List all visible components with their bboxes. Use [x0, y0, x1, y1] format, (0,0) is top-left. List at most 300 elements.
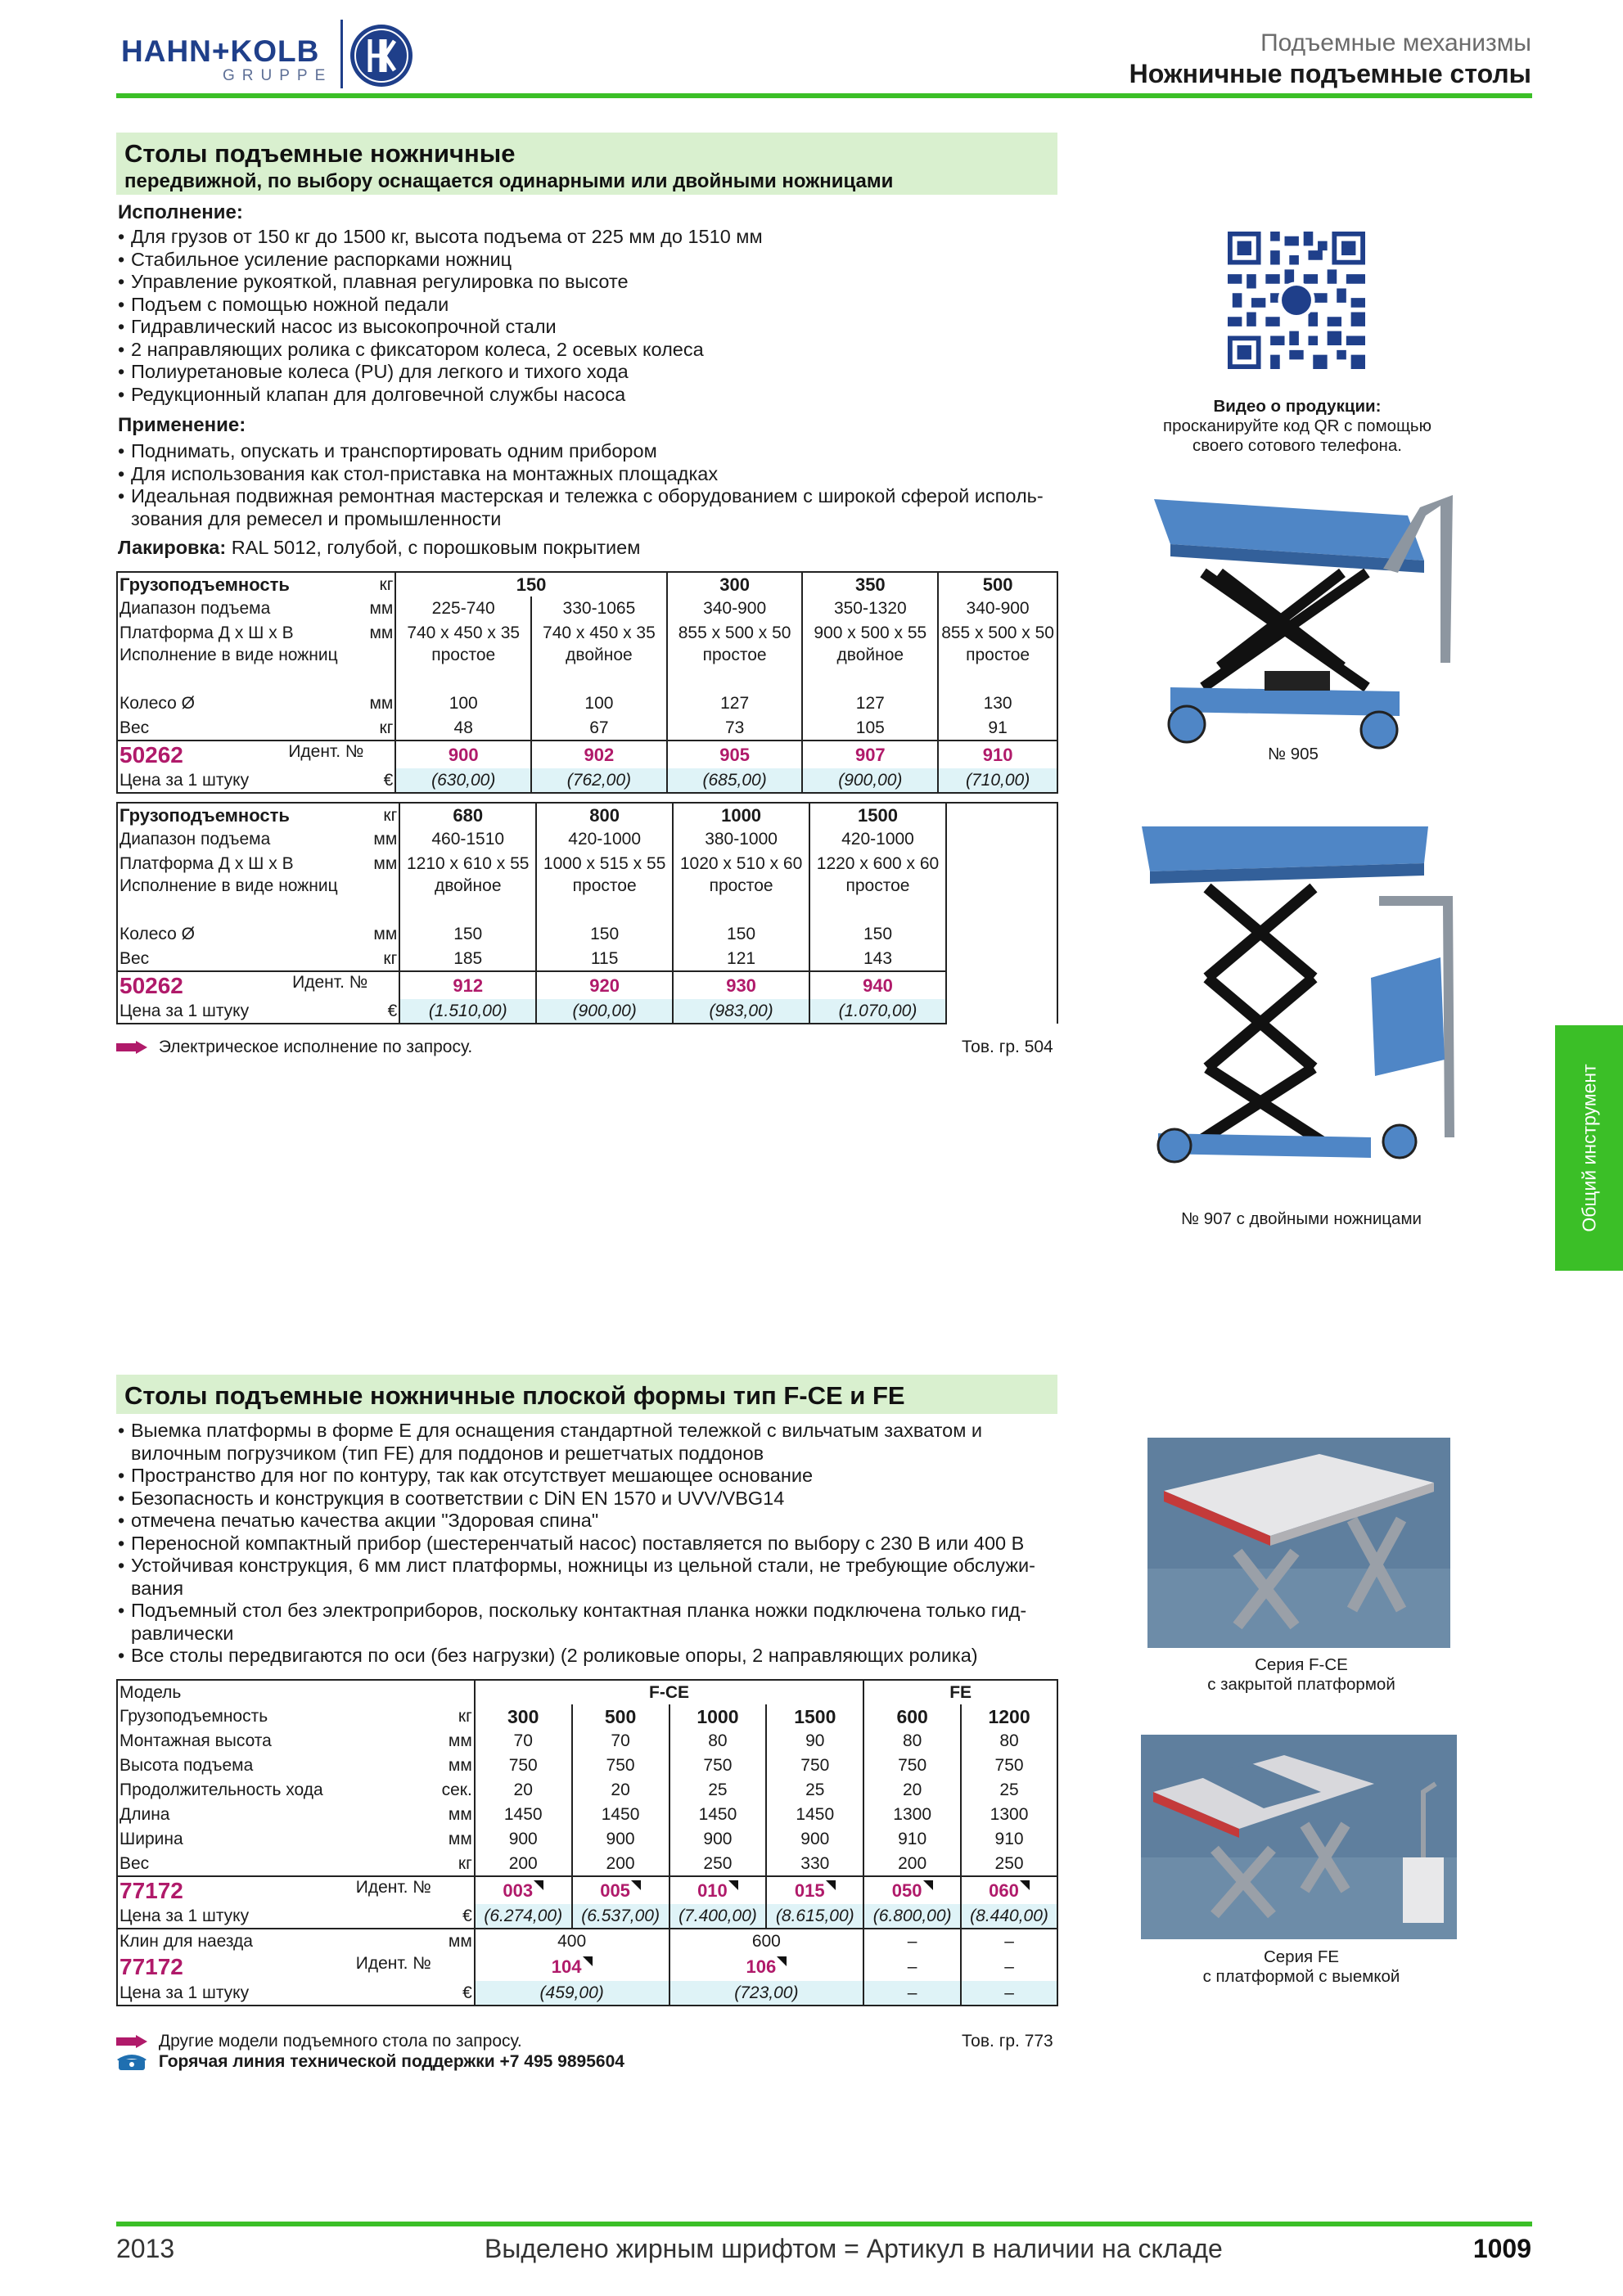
- unit-cell: мм: [370, 827, 399, 852]
- unit-cell: [366, 741, 395, 768]
- empty-cell: [946, 803, 1057, 1024]
- list-item: • Редукционный клапан для долговечной службы насоса: [118, 384, 1059, 407]
- table-cell: 121: [673, 947, 809, 971]
- unit-cell: [434, 1876, 475, 1904]
- article-number-text: 77172: [119, 1877, 183, 1903]
- article-number-text: 77172: [119, 1954, 183, 1979]
- price-cell: (900,00): [802, 768, 938, 793]
- table-cell: простое: [938, 646, 1057, 691]
- table-cell: 143: [809, 947, 946, 971]
- unit-cell: мм: [434, 1827, 475, 1852]
- table-row: [117, 768, 1057, 793]
- table-row: [117, 922, 1057, 947]
- arrow-right-icon: [116, 2035, 147, 2048]
- row-label: Высота подъема: [117, 1754, 434, 1778]
- logo-divider: [340, 20, 343, 88]
- id-text: 015: [795, 1880, 836, 1901]
- table-cell: 1000 x 515 x 55: [536, 852, 673, 876]
- spec-table-2: [116, 802, 1058, 1024]
- table-cell: 330-1065: [531, 597, 667, 621]
- caption-fce-1: Серия F-CE: [1255, 1655, 1348, 1674]
- id-text: 010: [697, 1880, 738, 1901]
- caption-907: № 907 с двойными ножницами: [1181, 1209, 1422, 1228]
- qr-text-1: просканируйте код QR с помощью: [1163, 416, 1431, 435]
- apply-list: [118, 440, 1059, 530]
- table-cell: 1210 x 610 x 55: [399, 852, 536, 876]
- table-cell: 900: [669, 1827, 767, 1852]
- table-cell: 910: [863, 1827, 961, 1852]
- table-row: [117, 716, 1057, 741]
- table-row: [117, 827, 1057, 852]
- table-row: [117, 1803, 1057, 1827]
- id-cell[interactable]: 900: [395, 741, 531, 768]
- currency-cell: €: [434, 1981, 475, 2006]
- caption-905: № 905: [1268, 745, 1319, 763]
- table-cell: 855 x 500 x 50: [938, 621, 1057, 646]
- caption-fce: [1129, 1655, 1473, 1695]
- table-row: [117, 971, 1057, 999]
- unit-cell: мм: [366, 691, 395, 716]
- row-label: Диапазон подъема: [117, 597, 366, 621]
- hotline-note: [116, 2052, 624, 2072]
- table-row: [117, 876, 1057, 922]
- unit-cell: кг: [366, 716, 395, 741]
- table-row: [117, 1876, 1057, 1904]
- table-cell: двойное: [399, 876, 536, 922]
- capacity-cell: 680: [399, 803, 536, 827]
- table-cell: 350-1320: [802, 597, 938, 621]
- table-cell: 127: [802, 691, 938, 716]
- side-category-tab[interactable]: [1555, 1025, 1623, 1271]
- id-cell[interactable]: 940: [809, 971, 946, 999]
- page-number: 1009: [1472, 2234, 1531, 2263]
- table-cell: 200: [572, 1852, 669, 1876]
- section2-title: Столы подъемные ножничные плоской формы тип F-CE и FE: [124, 1381, 905, 1410]
- capacity-cell: 300: [667, 572, 803, 597]
- table-cell: 1450: [475, 1803, 572, 1827]
- article-number: [117, 1953, 434, 1981]
- capacity-cell: 500: [938, 572, 1057, 597]
- id-cell[interactable]: 912: [399, 971, 536, 999]
- unit-cell: мм: [366, 621, 395, 646]
- table-cell: 1220 x 600 x 60: [809, 852, 946, 876]
- price-cell: (685,00): [667, 768, 803, 793]
- list-item: • Подъем с помощью ножной педали: [118, 294, 1059, 317]
- list-item: • Переносной компактный прибор (шестеренчатый насос) поставляется по выбору с 230 В или 400 В: [118, 1533, 1059, 1555]
- list-item: • Для грузов от 150 кг до 1500 кг, высота подъема от 225 мм до 1510 мм: [118, 226, 1059, 249]
- table-row: [117, 1778, 1057, 1803]
- capacity-cell: 150: [395, 572, 666, 597]
- table-cell: 340-900: [667, 597, 803, 621]
- table-cell: простое: [536, 876, 673, 922]
- header-rule: [116, 93, 1532, 98]
- section1-subtitle: передвижной, по выбору оснащается одинарными или двойными ножницами: [124, 170, 894, 192]
- table-cell: простое: [809, 876, 946, 922]
- table-cell: 200: [475, 1852, 572, 1876]
- list-item: • Безопасность и конструкция в соответствии с DiN EN 1570 и UVV/VBG14: [118, 1488, 1059, 1510]
- table-cell: 105: [802, 716, 938, 741]
- id-cell[interactable]: [766, 1876, 863, 1904]
- list-item: • Полиуретановые колеса (PU) для легкого и тихого хода: [118, 361, 1059, 384]
- id-label: Идент. №: [288, 741, 364, 761]
- row-label: Монтажная высота: [117, 1729, 434, 1754]
- capacity-label: Грузоподъемность: [117, 1704, 434, 1729]
- price-cell: (1.070,00): [809, 999, 946, 1024]
- table-cell: 900: [572, 1827, 669, 1852]
- table-cell: 1450: [669, 1803, 767, 1827]
- price-cell: (983,00): [673, 999, 809, 1024]
- caption-fe-2: с платформой с выемкой: [1202, 1967, 1400, 1986]
- table-cell: 750: [572, 1754, 669, 1778]
- row-label: Вес: [117, 1852, 434, 1876]
- phone-icon: [116, 2053, 147, 2071]
- other-models-text: Другие модели подъемного стола по запросу.: [158, 2032, 522, 2051]
- id-cell[interactable]: 920: [536, 971, 673, 999]
- table-cell: 380-1000: [673, 827, 809, 852]
- list-item: • отмечена печатью качества акции "Здоровая спина": [118, 1510, 1059, 1533]
- table-row: [117, 646, 1057, 691]
- id-cell[interactable]: [669, 1953, 864, 1981]
- footer-year: 2013: [116, 2234, 175, 2263]
- unit-cell: кг: [434, 1704, 475, 1729]
- unit-cell: кг: [370, 803, 399, 827]
- id-cell[interactable]: 905: [667, 741, 803, 768]
- table-row: [117, 1981, 1057, 2006]
- capacity-cell: 1500: [809, 803, 946, 827]
- table-cell: 1020 x 510 x 60: [673, 852, 809, 876]
- price-cell: –: [863, 1981, 961, 2006]
- qr-text-2: своего сотового телефона.: [1192, 436, 1402, 455]
- table-cell: 750: [669, 1754, 767, 1778]
- id-label: Идент. №: [292, 972, 368, 992]
- table-row: [117, 1929, 1057, 1953]
- list-item: • 2 направляющих ролика с фиксатором колеса, 2 осевых колеса: [118, 339, 1059, 362]
- id-text: 050: [892, 1880, 933, 1901]
- table-row: [117, 1729, 1057, 1754]
- unit-cell: [370, 876, 399, 922]
- table-cell: 900 x 500 x 55: [802, 621, 938, 646]
- table-row: [117, 1953, 1057, 1981]
- currency-cell: €: [434, 1904, 475, 1929]
- id-cell[interactable]: [475, 1953, 669, 1981]
- capacity-cell: 1200: [961, 1704, 1057, 1729]
- table-cell: 900: [475, 1827, 572, 1852]
- exec-list: [118, 226, 1059, 406]
- price-cell: (459,00): [475, 1981, 669, 2006]
- table-row: [117, 852, 1057, 876]
- list-item: • Все столы передвигаются по оси (без нагрузки) (2 роликовые опоры, 2 направляющих ролика): [118, 1645, 1059, 1668]
- id-cell[interactable]: [572, 1876, 669, 1904]
- capacity-cell: 800: [536, 803, 673, 827]
- brand-logo: [121, 18, 416, 88]
- model-label: Модель: [117, 1680, 434, 1704]
- table-row: [117, 1680, 1057, 1704]
- table-cell: 91: [938, 716, 1057, 741]
- table-cell: 80: [669, 1729, 767, 1754]
- list-item: • Идеальная подвижная ремонтная мастерская и тележка с оборудованием с широкой сферой исполь-зования для ремесел и промышленности: [118, 485, 1059, 530]
- article-number-text: 50262: [119, 972, 183, 998]
- table-cell: двойное: [531, 646, 667, 691]
- table-cell: 340-900: [938, 597, 1057, 621]
- header-category: Подъемные механизмы: [1260, 29, 1531, 56]
- price-cell: (762,00): [531, 768, 667, 793]
- id-cell[interactable]: 910: [938, 741, 1057, 768]
- capacity-cell: 500: [572, 1704, 669, 1729]
- unit-cell: [366, 646, 395, 691]
- table-cell: 1450: [766, 1803, 863, 1827]
- table-cell: 115: [536, 947, 673, 971]
- price-cell: (6.537,00): [572, 1904, 669, 1929]
- table-row: [117, 999, 1057, 1024]
- table-cell: –: [961, 1953, 1057, 1981]
- id-text: 104: [552, 1956, 593, 1977]
- id-cell[interactable]: 930: [673, 971, 809, 999]
- unit-cell: мм: [434, 1803, 475, 1827]
- table-cell: 100: [395, 691, 531, 716]
- table-row: [117, 1754, 1057, 1778]
- table-cell: 150: [673, 922, 809, 947]
- price-cell: (900,00): [536, 999, 673, 1024]
- table-cell: –: [863, 1929, 961, 1953]
- electric-note: [116, 1038, 472, 1057]
- unit-cell: мм: [434, 1729, 475, 1754]
- id-cell[interactable]: [475, 1876, 572, 1904]
- capacity-cell: 600: [863, 1704, 961, 1729]
- id-cell[interactable]: [863, 1876, 961, 1904]
- table-cell: 420-1000: [809, 827, 946, 852]
- article-number: [117, 1876, 434, 1904]
- apply-label: Применение:: [118, 414, 246, 436]
- table-cell: 750: [961, 1754, 1057, 1778]
- table-cell: 130: [938, 691, 1057, 716]
- unit-cell: мм: [434, 1754, 475, 1778]
- table-cell: 225-740: [395, 597, 531, 621]
- table-cell: 150: [809, 922, 946, 947]
- id-text: 060: [989, 1880, 1030, 1901]
- table-cell: 250: [961, 1852, 1057, 1876]
- lift-907-image: [1134, 814, 1465, 1174]
- table-cell: 600: [669, 1929, 864, 1953]
- price-cell: (7.400,00): [669, 1904, 767, 1929]
- unit-cell: [434, 1680, 475, 1704]
- list-item: • Выемка платформы в форме E для оснащения стандартной тележкой с вильчатым захватом и вилочным погрузчиком (тип FE) для поддонов и решетчатых поддонов: [118, 1420, 1059, 1465]
- table-cell: 150: [536, 922, 673, 947]
- spec-table-3: [116, 1679, 1058, 2006]
- list-item: • Для использования как стол-приставка на монтажных площадках: [118, 463, 1059, 486]
- series-fe-image: [1141, 1735, 1457, 1939]
- table-cell: 740 x 450 x 35: [531, 621, 667, 646]
- paint-label: Лакировка:: [118, 537, 227, 558]
- table-cell: двойное: [802, 646, 938, 691]
- price-cell: (6.274,00): [475, 1904, 572, 1929]
- table-row: [117, 691, 1057, 716]
- qr-title: Видео о продукции:: [1213, 397, 1382, 416]
- price-label: Цена за 1 штуку: [117, 1904, 434, 1929]
- price-cell: (723,00): [669, 1981, 864, 2006]
- side-tab-label: Общий инструмент: [1578, 1064, 1599, 1232]
- table-cell: 750: [863, 1754, 961, 1778]
- currency-cell: €: [366, 768, 395, 793]
- table-cell: 900: [766, 1827, 863, 1852]
- table-cell: –: [961, 1929, 1057, 1953]
- price-label: Цена за 1 штуку: [117, 999, 370, 1024]
- table-cell: простое: [667, 646, 803, 691]
- row-label: Платформа Д x Ш x В: [117, 621, 366, 646]
- list-item: • Гидравлический насос из высокопрочной стали: [118, 316, 1059, 339]
- table-cell: 70: [572, 1729, 669, 1754]
- table-cell: 200: [863, 1852, 961, 1876]
- qr-caption: [1129, 397, 1465, 456]
- table-cell: 750: [766, 1754, 863, 1778]
- arrow-right-icon: [116, 1041, 147, 1054]
- id-label: Идент. №: [355, 1954, 431, 1973]
- logo-subtitle: GRUPPE: [223, 67, 333, 84]
- table-row: [117, 947, 1057, 971]
- article-number: [117, 741, 366, 768]
- table-cell: 127: [667, 691, 803, 716]
- paint-line: [118, 537, 640, 559]
- price-cell: (1.510,00): [399, 999, 536, 1024]
- unit-cell: кг: [370, 947, 399, 971]
- series-fce-image: [1147, 1438, 1450, 1648]
- table-cell: 20: [572, 1778, 669, 1803]
- price-label: Цена за 1 штуку: [117, 768, 366, 793]
- section1-banner: [116, 133, 1057, 195]
- table-cell: 1300: [961, 1803, 1057, 1827]
- row-label: Ширина: [117, 1827, 434, 1852]
- row-label: Колесо Ø: [117, 691, 366, 716]
- paint-value: RAL 5012, голубой, с порошковым покрытием: [231, 537, 641, 558]
- row-label: Исполнение в виде ножниц: [117, 876, 370, 922]
- table-cell: 250: [669, 1852, 767, 1876]
- list-item: • Стабильное усиление распорками ножниц: [118, 249, 1059, 272]
- model-fce: F-CE: [475, 1680, 863, 1704]
- product-group: Тов. гр. 504: [962, 1038, 1053, 1056]
- list-item: • Пространство для ног по контуру, так как отсутствует мешающее основание: [118, 1465, 1059, 1488]
- price-cell: (6.800,00): [863, 1904, 961, 1929]
- price-cell: (630,00): [395, 768, 531, 793]
- row-label: Длина: [117, 1803, 434, 1827]
- table-row: [117, 572, 1057, 597]
- unit-cell: кг: [434, 1852, 475, 1876]
- row-label: Исполнение в виде ножниц: [117, 646, 366, 691]
- price-label: Цена за 1 штуку: [117, 1981, 434, 2006]
- qr-code-icon[interactable]: [1221, 232, 1372, 369]
- table-cell: 750: [475, 1754, 572, 1778]
- price-cell: (8.615,00): [766, 1904, 863, 1929]
- row-label: Платформа Д x Ш x В: [117, 852, 370, 876]
- table-cell: 150: [399, 922, 536, 947]
- id-cell[interactable]: [961, 1876, 1057, 1904]
- table-cell: 420-1000: [536, 827, 673, 852]
- table-row: [117, 803, 1057, 827]
- id-cell[interactable]: 902: [531, 741, 667, 768]
- unit-cell: кг: [366, 572, 395, 597]
- list-item: • Управление рукояткой, плавная регулировка по высоте: [118, 271, 1059, 294]
- capacity-label: Грузоподъемность: [117, 803, 370, 827]
- id-text: 106: [746, 1956, 787, 1977]
- table-cell: 400: [475, 1929, 669, 1953]
- row-label: Вес: [117, 716, 366, 741]
- table-cell: 100: [531, 691, 667, 716]
- price-cell: (8.440,00): [961, 1904, 1057, 1929]
- caption-fe: [1129, 1947, 1473, 1987]
- section2-banner: [116, 1375, 1057, 1414]
- table-cell: 1450: [572, 1803, 669, 1827]
- table-cell: 25: [766, 1778, 863, 1803]
- row-label: Вес: [117, 947, 370, 971]
- table-row: [117, 597, 1057, 621]
- row-label: Продолжительность хода: [117, 1778, 434, 1803]
- exec-label: Исполнение:: [118, 201, 243, 223]
- table-cell: простое: [673, 876, 809, 922]
- product-group: Тов. гр. 773: [962, 2032, 1053, 2051]
- price-cell: –: [961, 1981, 1057, 2006]
- list-item: • Поднимать, опускать и транспортировать одним прибором: [118, 440, 1059, 463]
- table-row: [117, 1904, 1057, 1929]
- id-text: 003: [503, 1880, 543, 1901]
- currency-cell: €: [370, 999, 399, 1024]
- id-cell[interactable]: 907: [802, 741, 938, 768]
- ramp-label: Клин для наезда: [117, 1929, 434, 1953]
- table-row: [117, 741, 1057, 768]
- unit-cell: мм: [370, 922, 399, 947]
- capacity-cell: 1000: [673, 803, 809, 827]
- table-cell: –: [863, 1953, 961, 1981]
- article-number-text: 50262: [119, 741, 183, 768]
- table-cell: 330: [766, 1852, 863, 1876]
- article-number: [117, 971, 370, 999]
- table-row: [117, 1704, 1057, 1729]
- footer-legend: Выделено жирным шрифтом = Артикул в наличии на складе: [485, 2234, 1223, 2263]
- id-cell[interactable]: [669, 1876, 767, 1904]
- logo-emblem-icon: [349, 23, 414, 88]
- table-cell: 25: [669, 1778, 767, 1803]
- table-cell: 20: [475, 1778, 572, 1803]
- footer-rule: [116, 2222, 1532, 2226]
- section1-title: Столы подъемные ножничные: [124, 139, 516, 168]
- caption-fe-1: Серия FE: [1263, 1947, 1340, 1966]
- row-label: Диапазон подъема: [117, 827, 370, 852]
- model-fe: FE: [863, 1680, 1057, 1704]
- unit-cell: мм: [434, 1929, 475, 1953]
- hotline-text: Горячая линия технической поддержки +7 495 9895604: [158, 2052, 624, 2071]
- table-cell: 73: [667, 716, 803, 741]
- section2-list: [118, 1420, 1059, 1668]
- table-cell: 25: [961, 1778, 1057, 1803]
- id-text: 005: [600, 1880, 641, 1901]
- unit-cell: мм: [366, 597, 395, 621]
- table-cell: 910: [961, 1827, 1057, 1852]
- row-label: Колесо Ø: [117, 922, 370, 947]
- table-cell: 80: [961, 1729, 1057, 1754]
- table-row: [117, 1827, 1057, 1852]
- capacity-cell: 300: [475, 1704, 572, 1729]
- table-cell: 740 x 450 x 35: [395, 621, 531, 646]
- unit-cell: [434, 1953, 475, 1981]
- table-cell: 80: [863, 1729, 961, 1754]
- lift-905-image: [1138, 491, 1465, 769]
- id-label: Идент. №: [355, 1877, 431, 1897]
- table-cell: 460-1510: [399, 827, 536, 852]
- other-models-note: [116, 2032, 522, 2051]
- table-cell: 48: [395, 716, 531, 741]
- table-cell: 185: [399, 947, 536, 971]
- capacity-cell: 350: [802, 572, 938, 597]
- table-cell: 70: [475, 1729, 572, 1754]
- table-cell: 20: [863, 1778, 961, 1803]
- capacity-cell: 1000: [669, 1704, 767, 1729]
